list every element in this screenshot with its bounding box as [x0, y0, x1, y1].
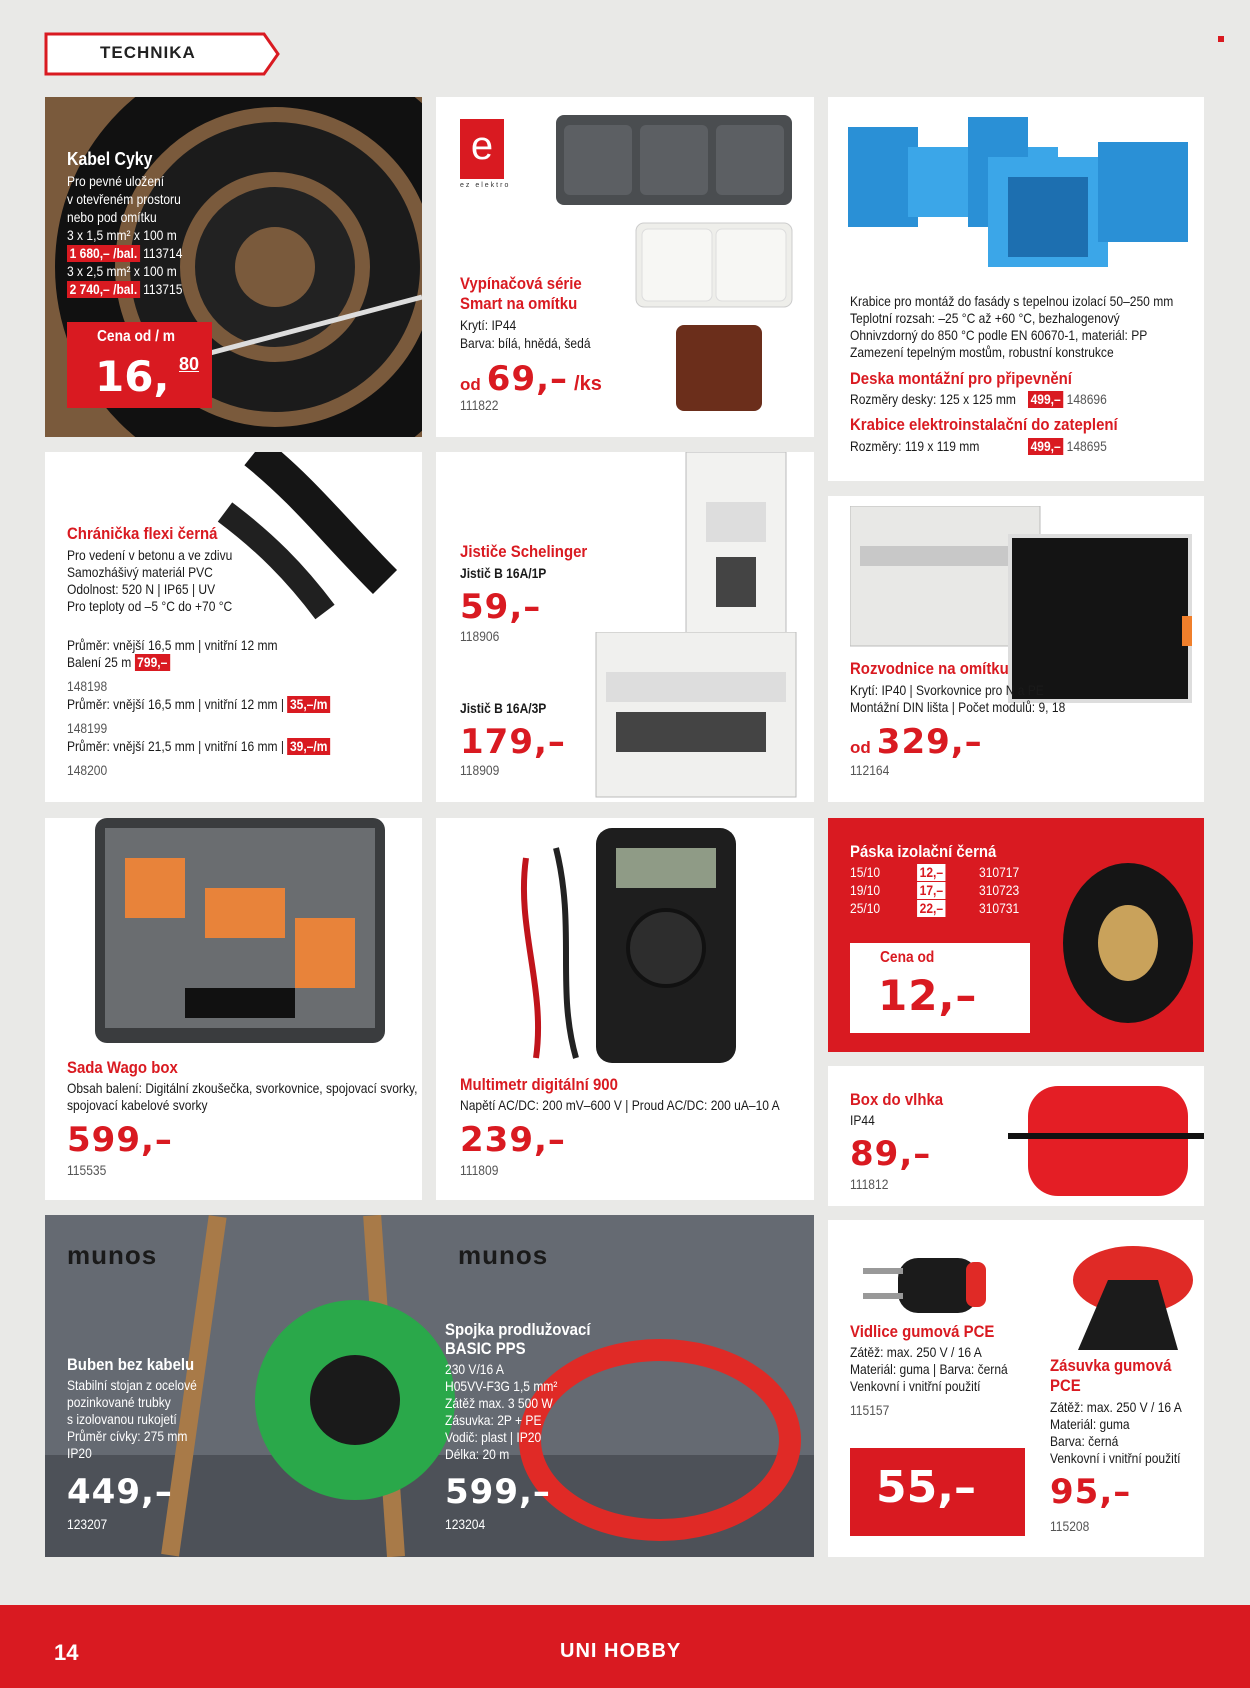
price-tag: 499,–	[1028, 438, 1063, 455]
product-card-rozvodnice[interactable]	[828, 496, 1204, 802]
variant-name: Jistič B 16A/1P	[460, 565, 547, 581]
ez-logo-icon: e	[460, 119, 504, 179]
product-title: Zásuvka gumová	[1050, 1356, 1172, 1375]
product-card-chranicka[interactable]	[45, 452, 422, 802]
desc-line: Stabilní stojan z ocelové	[67, 1377, 197, 1393]
price: 239,–	[460, 1120, 566, 1160]
variant-name: Jistič B 16A/3P	[460, 700, 547, 716]
variant-size: 3 x 2,5 mm² x 100 m	[67, 263, 177, 279]
product-title: Krabice elektroinstalační do zateplení	[850, 415, 1118, 434]
product-title: Deska montážní pro připevnění	[850, 369, 1072, 388]
product-code: 148200	[67, 762, 108, 778]
tape-size: 19/10	[850, 882, 881, 898]
desc-line: Pro teploty od –5 °C do +70 °C	[67, 598, 233, 614]
product-card-pce[interactable]	[828, 1220, 1204, 1557]
munos-logo: munos	[67, 1240, 158, 1270]
desc-line: Průměr cívky: 275 mm	[67, 1428, 188, 1444]
product-title: Vidlice gumová PCE	[850, 1322, 995, 1341]
corner-mark	[1218, 36, 1224, 42]
product-card-boxvlhka[interactable]	[828, 1066, 1204, 1206]
variant-code: 113714	[143, 245, 183, 261]
tape-code: 310723	[979, 882, 1020, 898]
product-card-kabel[interactable]	[45, 97, 422, 437]
rubber-plug-image	[858, 1238, 988, 1328]
variant-size: 3 x 1,5 mm² x 100 m	[67, 227, 177, 243]
desc-line: Délka: 20 m	[445, 1446, 510, 1462]
price-tag: 35,–/m	[287, 696, 330, 713]
desc-line: Zátěž: max. 250 V / 16 A	[850, 1344, 982, 1360]
price-box-label: Cena od	[880, 949, 935, 966]
product-title: Multimetr digitální 900	[460, 1075, 618, 1094]
product-code: 115535	[67, 1162, 107, 1178]
desc-line: 230 V/16 A	[445, 1361, 504, 1377]
facade-box-image	[848, 117, 1188, 267]
price-box	[850, 943, 1030, 1033]
product-code: 118906	[460, 628, 500, 644]
desc-line: Samozhášivý materiál PVC	[67, 564, 213, 580]
desc-line: Montážní DIN lišta | Počet modulů: 9, 18	[850, 699, 1066, 715]
product-card-vypinac[interactable]	[436, 97, 814, 437]
unihobby-logo: UNI HOBBY	[560, 1640, 682, 1662]
price-cents: 80	[179, 354, 200, 374]
tape-price: 17,–	[917, 882, 946, 899]
price-prefix: od	[460, 375, 481, 394]
desc-line: IP20	[67, 1445, 92, 1461]
munos-logo: munos	[458, 1240, 549, 1270]
product-code: 123207	[67, 1516, 108, 1532]
desc-line: Teplotní rozsah: –25 °C až +60 °C, bezhalogenový	[850, 310, 1120, 326]
desc-line: Obsah balení: Digitální zkoušečka, svorkovnice, spojovací svorky,	[67, 1080, 418, 1096]
product-code: 148695	[1066, 438, 1107, 454]
product-code: 111812	[850, 1176, 889, 1192]
page-number: 14	[54, 1640, 79, 1665]
variant-size: Průměr: vnější 16,5 mm | vnitřní 12 mm	[67, 637, 278, 653]
price-box-label: Cena od / m	[97, 328, 175, 345]
tape-code: 310731	[979, 900, 1020, 916]
price: 55,–	[876, 1462, 976, 1513]
variant-pack: Balení 25 m	[67, 654, 132, 670]
desc-line: nebo pod omítku	[67, 209, 157, 225]
variant-size: Průměr: vnější 16,5 mm | vnitřní 12 mm |	[67, 696, 285, 712]
desc-line: H05VV-F3G 1,5 mm²	[445, 1378, 558, 1394]
product-code: 148199	[67, 720, 108, 736]
desc-line: Zátěž max. 3 500 W	[445, 1395, 553, 1411]
rubber-socket-image	[1048, 1240, 1198, 1370]
product-title: BASIC PPS	[445, 1339, 526, 1358]
desc-line: Krytí: IP44	[460, 317, 517, 333]
desc-line: Krabice pro montáž do fasády s tepelnou izolací 50–250 mm	[850, 293, 1174, 309]
breaker-1p-image	[666, 452, 806, 652]
desc-line: Rozměry: 119 x 119 mm	[850, 438, 980, 454]
tape-price: 12,–	[917, 864, 946, 881]
desc-line: pozinkované trubky	[67, 1394, 171, 1410]
product-title: Box do vlhka	[850, 1090, 944, 1109]
product-title: Buben bez kabelu	[67, 1355, 195, 1374]
desc-line: Materiál: guma	[1050, 1416, 1130, 1432]
product-title: Jističe Schelinger	[460, 542, 588, 561]
price-box	[850, 1448, 1025, 1536]
variant-price: 2 740,– /bal.	[67, 281, 140, 298]
logo-subtext: ez elektro	[460, 182, 511, 189]
price-prefix: od	[850, 738, 871, 757]
product-code: 123204	[445, 1516, 486, 1532]
product-code: 111822	[460, 397, 499, 413]
desc-line: Napětí AC/DC: 200 mV–600 V | Proud AC/DC: 200 uA–10 A	[460, 1097, 780, 1113]
tape-size: 25/10	[850, 900, 881, 916]
section-title: TECHNIKA	[100, 43, 196, 62]
desc-line: Barva: bílá, hnědá, šedá	[460, 335, 591, 351]
wago-box-image	[95, 818, 385, 1048]
tape-price: 22,–	[917, 900, 946, 917]
product-title: Rozvodnice na omítku	[850, 659, 1009, 678]
product-code: 118909	[460, 762, 500, 778]
product-card-krabice[interactable]	[828, 97, 1204, 481]
tape-code: 310717	[979, 864, 1020, 880]
desc-line: Pro pevné uložení	[67, 173, 165, 189]
product-code: 115157	[850, 1402, 890, 1418]
desc-line: Rozměry desky: 125 x 125 mm	[850, 391, 1016, 407]
price: 89,–	[850, 1134, 932, 1174]
price: 12,–	[878, 971, 978, 1020]
product-card-multimetr[interactable]	[436, 818, 814, 1200]
price-tag: 499,–	[1028, 391, 1063, 408]
price: 95,–	[1050, 1472, 1132, 1512]
product-title: Chránička flexi černá	[67, 524, 218, 543]
price: 449,–	[67, 1472, 173, 1512]
product-card-paska[interactable]	[828, 818, 1204, 1052]
variant-price: 1 680,– /bal.	[67, 245, 140, 262]
product-title: Páska izolační černá	[850, 842, 997, 861]
desc-line: Venkovní i vnitřní použití	[1050, 1450, 1181, 1466]
product-title: Spojka prodlužovací	[445, 1320, 591, 1339]
breaker-3p-image	[576, 632, 814, 802]
desc-line: Ohnivzdorný do 850 °C podle EN 60670-1, materiál: PP	[850, 327, 1148, 343]
desc-line: Zásuvka: 2P + PE	[445, 1412, 542, 1428]
desc-line: Venkovní i vnitřní použití	[850, 1378, 981, 1394]
product-code: 115208	[1050, 1518, 1090, 1534]
product-title: Vypínačová série	[460, 274, 582, 293]
product-code: 148696	[1066, 391, 1107, 407]
price: 59,–	[460, 587, 542, 627]
desc-line: v otevřeném prostoru	[67, 191, 181, 207]
moisture-box-image	[1008, 1066, 1204, 1206]
product-title: PCE	[1050, 1376, 1081, 1395]
product-card-jistice[interactable]	[436, 452, 814, 802]
price-tag: 39,–/m	[287, 738, 330, 755]
desc-line: spojovací kabelové svorky	[67, 1097, 208, 1113]
product-code: 112164	[850, 762, 890, 778]
price: 69,–	[486, 359, 569, 399]
desc-line: Vodič: plast | IP20	[445, 1429, 542, 1445]
desc-line: Zátěž: max. 250 V / 16 A	[1050, 1399, 1182, 1415]
desc-line: Zamezení tepelným mostům, robustní konstrukce	[850, 344, 1114, 360]
product-title: Kabel Cyky	[67, 149, 153, 169]
price-main: 16,	[95, 352, 170, 401]
price-unit: /ks	[574, 373, 602, 395]
tape-roll-image	[1058, 858, 1198, 1028]
variant-size: Průměr: vnější 21,5 mm | vnitřní 16 mm |	[67, 738, 285, 754]
tape-size: 15/10	[850, 864, 881, 880]
price: 329,–	[876, 722, 983, 762]
product-card-wago[interactable]	[45, 818, 422, 1200]
desc-line: Odolnost: 520 N | IP65 | UV	[67, 581, 216, 597]
price-tag: 799,–	[135, 654, 170, 671]
price: 599,–	[445, 1472, 551, 1512]
multimeter-image	[486, 828, 786, 1068]
price: 179,–	[460, 722, 566, 762]
product-title: Smart na omítku	[460, 294, 578, 313]
desc-line: Pro vedení v betonu a ve zdivu	[67, 547, 233, 563]
desc-line: Barva: černá	[1050, 1433, 1119, 1449]
desc-line: Materiál: guma | Barva: černá	[850, 1361, 1008, 1377]
variant-code: 113715	[143, 281, 183, 297]
desc-line: IP44	[850, 1112, 875, 1128]
product-title: Sada Wago box	[67, 1058, 178, 1077]
price-box	[67, 322, 212, 408]
price: 599,–	[67, 1120, 173, 1160]
product-code: 148198	[67, 678, 108, 694]
desc-line: Krytí: IP40 | Svorkovnice pro N a PE	[850, 682, 1044, 698]
desc-line: s izolovanou rukojetí	[67, 1411, 177, 1427]
product-code: 111809	[460, 1162, 499, 1178]
